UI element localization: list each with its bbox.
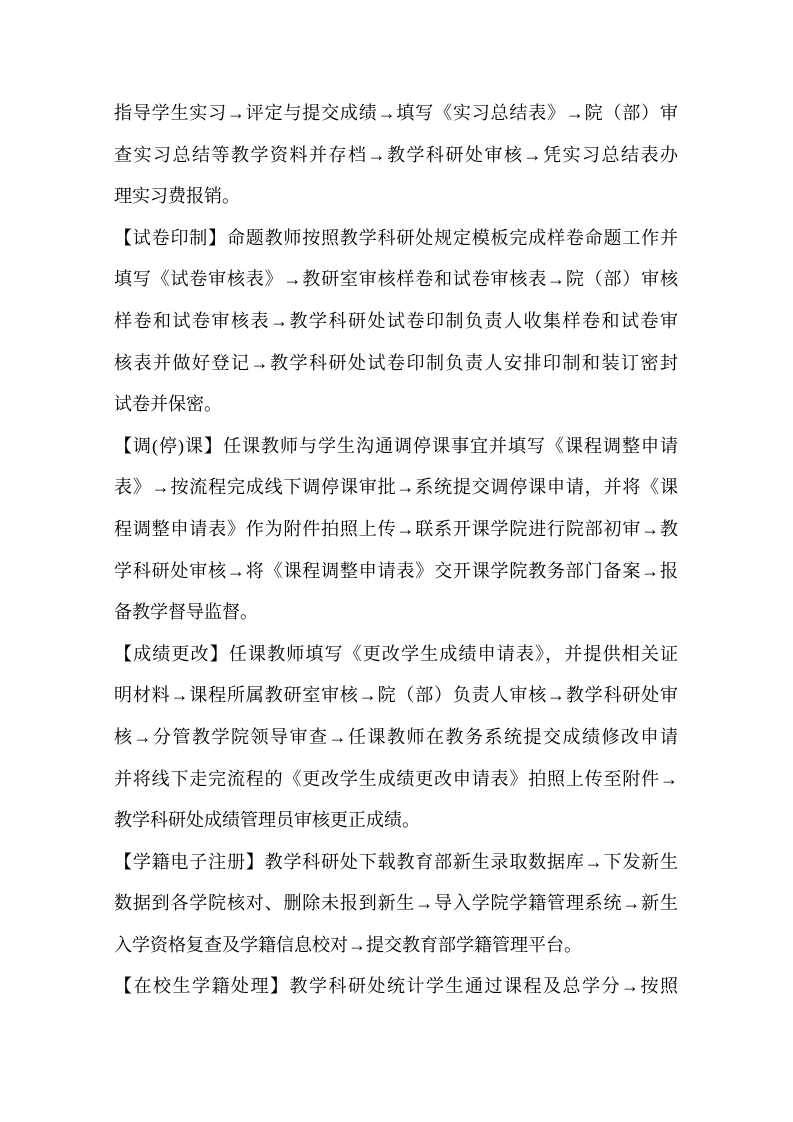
text-line: 程调整申请表》作为附件拍照上传→联系开课学院进行院部初审→教: [114, 518, 678, 539]
text-line: 备教学督导监督。: [114, 602, 258, 623]
text-line: 【成绩更改】任课教师填写《更改学生成绩申请表》，并提供相关证: [114, 643, 678, 664]
text-line: 表》→按流程完成线下调停课审批→系统提交调停课申请，并将《课: [114, 477, 678, 498]
paragraph: [114, 218, 678, 426]
text-line: 核→分管教学院领导审查→任课教师在教务系统提交成绩修改申请: [114, 726, 678, 747]
paragraph: [114, 634, 678, 842]
text-line: 【学籍电子注册】教学科研处下载教育部新生录取数据库→下发新生: [114, 851, 678, 872]
text-line: 【试卷印制】命题教师按照教学科研处规定模板完成样卷命题工作并: [114, 227, 678, 248]
text-line: 填写《试卷审核表》→教研室审核样卷和试卷审核表→院（部）审核: [114, 269, 678, 290]
paragraph: [114, 966, 678, 1008]
paragraph: [114, 842, 678, 967]
text-line: 查实习总结等教学资料并存档→教学科研处审核→凭实习总结表办: [114, 144, 678, 165]
text-line: 教学科研处成绩管理员审核更正成绩。: [114, 810, 420, 831]
text-line: 核表并做好登记→教学科研处试卷印制负责人安排印制和装订密封: [114, 352, 678, 373]
paragraph: [114, 93, 678, 218]
text-line: 入学资格复查及学籍信息校对→提交教育部学籍管理平台。: [114, 934, 582, 955]
text-line: 【在校生学籍处理】教学科研处统计学生通过课程及总学分→按照: [114, 976, 678, 997]
text-line: 学科研处审核→将《课程调整申请表》交开课学院教务部门备案→报: [114, 560, 678, 581]
text-line: 试卷并保密。: [114, 394, 222, 415]
text-line: 指导学生实习→评定与提交成绩→填写《实习总结表》→院（部）审: [114, 103, 678, 123]
text-line: 并将线下走完流程的《更改学生成绩更改申请表》拍照上传至附件→: [114, 768, 678, 789]
text-line: 明材料→课程所属教研室审核→院（部）负责人审核→教学科研处审: [114, 685, 678, 706]
text-line: 理实习费报销。: [114, 186, 240, 207]
text-line: 样卷和试卷审核表→教学科研处试卷印制负责人收集样卷和试卷审: [114, 310, 678, 331]
paragraph: [114, 426, 678, 634]
document-body: [114, 93, 678, 1008]
text-line: 【调(停)课】任课教师与学生沟通调停课事宜并填写《课程调整申请: [114, 435, 678, 456]
text-line: 数据到各学院核对、删除未报到新生→导入学院学籍管理系统→新生: [114, 893, 678, 914]
